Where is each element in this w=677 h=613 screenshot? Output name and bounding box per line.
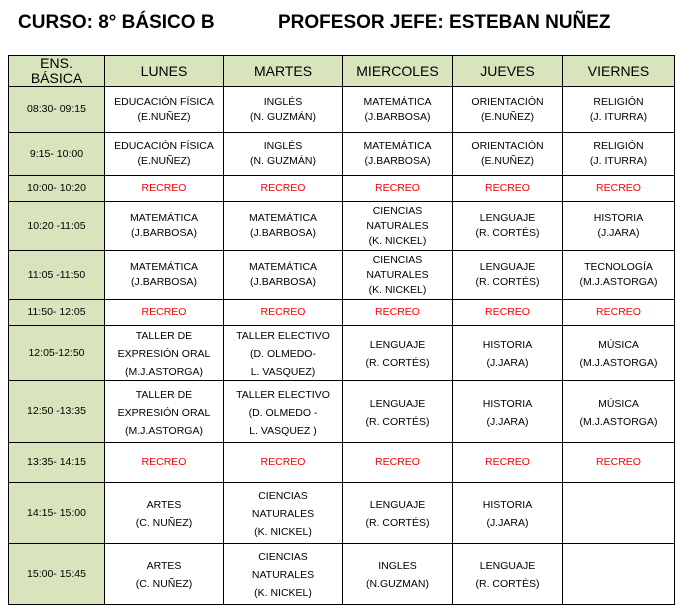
- class-cell: [105, 251, 224, 300]
- class-cell: [343, 544, 453, 605]
- subject-name: NATURALES: [366, 268, 429, 281]
- class-cell: [343, 251, 453, 300]
- teacher-name: (E.NUÑEZ): [480, 155, 535, 167]
- subject-name: INGLÉS: [263, 95, 303, 108]
- subject-name: (D. OLMEDO-: [250, 348, 316, 360]
- subject-name: TECNOLOGÍA: [584, 261, 653, 273]
- teacher-name: (N. GUZMÁN): [250, 155, 316, 167]
- teacher-name: (N.GUZMAN): [366, 578, 429, 590]
- subject-name: MÚSICA: [598, 339, 639, 351]
- recess-cell: RECREO: [563, 443, 675, 483]
- teacher-name: (K. NICKEL): [368, 234, 427, 247]
- teacher-name: (R. CORTÉS): [475, 227, 540, 239]
- teacher-name: L. VASQUEZ ): [249, 424, 317, 437]
- teacher-name: (R. CORTÉS): [365, 517, 430, 529]
- level-line-1: ENS.: [40, 55, 73, 71]
- subject-name: HISTORIA: [482, 499, 533, 511]
- subject-name: EXPRESIÓN ORAL: [117, 406, 211, 419]
- teacher-name: (M.J.ASTORGA): [125, 366, 203, 378]
- class-cell: [343, 381, 453, 443]
- table-row: [9, 87, 675, 133]
- subject-name: NATURALES: [251, 569, 315, 581]
- teacher-name: (M.J.ASTORGA): [579, 357, 658, 369]
- recess-row: [9, 443, 675, 483]
- recess-row: [9, 176, 675, 202]
- teacher-name: (R. CORTÉS): [365, 357, 430, 369]
- teacher-name: (R. CORTÉS): [365, 415, 430, 428]
- table-row: [9, 133, 675, 176]
- subject-name: EDUCACIÓN FÍSICA: [114, 95, 214, 108]
- recess-cell: RECREO: [453, 300, 563, 326]
- recess-cell: RECREO: [343, 443, 453, 483]
- subject-name: HISTORIA: [593, 212, 644, 224]
- subject-name: RELIGIÓN: [593, 140, 644, 152]
- teacher-name: (K. NICKEL): [368, 283, 427, 296]
- class-cell: [105, 381, 224, 443]
- class-cell: [563, 87, 675, 133]
- teacher-name: (J.BARBOSA): [364, 110, 431, 123]
- table-row: [9, 251, 675, 300]
- teacher-name: (M.J.ASTORGA): [579, 276, 658, 288]
- recess-cell: RECREO: [105, 443, 224, 483]
- subject-name: LENGUAJE: [479, 560, 536, 572]
- column-header-thursday: JUEVES: [453, 56, 563, 87]
- recess-cell: RECREO: [453, 176, 563, 202]
- teacher-name: (J. ITURRA): [589, 155, 648, 167]
- column-header-tuesday: MARTES: [224, 56, 343, 87]
- head-teacher: PROFESOR JEFE: ESTEBAN NUÑEZ: [278, 12, 611, 33]
- teacher-name: (E.NUÑEZ): [480, 110, 535, 123]
- subject-name: MÚSICA: [598, 397, 639, 410]
- time-slot: 9:15- 10:00: [9, 133, 105, 176]
- time-slot: 11:05 -11:50: [9, 251, 105, 300]
- schedule-body: [9, 87, 675, 605]
- class-cell: [563, 326, 675, 381]
- subject-name: MATEMÁTICA: [248, 261, 318, 273]
- class-cell: [453, 381, 563, 443]
- subject-name: TALLER ELECTIVO: [236, 388, 330, 401]
- teacher-name: (J.JARA): [486, 517, 529, 529]
- schedule-table: [8, 55, 675, 605]
- subject-name: EXPRESIÓN ORAL: [117, 348, 211, 360]
- teacher-name: (J.BARBOSA): [364, 155, 431, 167]
- class-cell: [563, 381, 675, 443]
- teacher-name: (J.BARBOSA): [131, 276, 197, 288]
- subject-name: LENGUAJE: [369, 499, 426, 511]
- class-cell: [563, 133, 675, 176]
- teacher-name: (J.BARBOSA): [250, 276, 316, 288]
- subject-name: MATEMÁTICA: [363, 140, 432, 152]
- class-cell: [105, 202, 224, 251]
- recess-cell: RECREO: [343, 300, 453, 326]
- subject-name: RELIGIÓN: [593, 95, 644, 108]
- document-header: [18, 12, 668, 38]
- teacher-name: (M.J.ASTORGA): [125, 424, 203, 437]
- teacher-name: (C. NUÑEZ): [135, 578, 193, 590]
- subject-name: LENGUAJE: [479, 261, 536, 273]
- class-cell: [105, 326, 224, 381]
- time-slot: 14:15- 15:00: [9, 483, 105, 544]
- subject-name: LENGUAJE: [369, 397, 426, 410]
- subject-name: LENGUAJE: [369, 339, 426, 351]
- subject-name: MATEMÁTICA: [363, 95, 432, 108]
- subject-name: CIENCIAS: [372, 204, 423, 217]
- recess-cell: RECREO: [224, 443, 343, 483]
- time-slot: 15:00- 15:45: [9, 544, 105, 605]
- class-cell: [105, 133, 224, 176]
- time-slot: 08:30- 09:15: [9, 87, 105, 133]
- class-cell: [563, 202, 675, 251]
- course-title: CURSO: 8° BÁSICO B: [18, 12, 215, 33]
- subject-name: HISTORIA: [482, 339, 533, 351]
- subject-name: LENGUAJE: [479, 212, 536, 224]
- time-slot: 10:20 -11:05: [9, 202, 105, 251]
- subject-name: ARTES: [146, 499, 182, 511]
- class-cell: [563, 544, 675, 605]
- subject-name: (D. OLMEDO -: [248, 406, 318, 419]
- teacher-name: (M.J.ASTORGA): [579, 415, 658, 428]
- class-cell: [224, 251, 343, 300]
- recess-cell: RECREO: [224, 300, 343, 326]
- table-row: [9, 326, 675, 381]
- subject-name: CIENCIAS: [258, 490, 308, 502]
- class-cell: [343, 202, 453, 251]
- subject-name: TALLER DE: [135, 388, 193, 401]
- recess-cell: RECREO: [563, 300, 675, 326]
- recess-cell: RECREO: [563, 176, 675, 202]
- class-cell: [224, 381, 343, 443]
- subject-name: CIENCIAS: [258, 551, 308, 563]
- class-cell: [105, 87, 224, 133]
- subject-name: EDUCACIÓN FÍSICA: [114, 140, 214, 152]
- class-cell: [563, 251, 675, 300]
- subject-name: CIENCIAS: [372, 253, 423, 266]
- class-cell: [224, 87, 343, 133]
- time-slot: 12:50 -13:35: [9, 381, 105, 443]
- class-cell: [453, 133, 563, 176]
- teacher-name: L. VASQUEZ): [250, 366, 316, 378]
- subject-name: HISTORIA: [482, 397, 533, 410]
- class-cell: [453, 251, 563, 300]
- recess-cell: RECREO: [105, 176, 224, 202]
- column-header-level: [9, 56, 105, 87]
- teacher-name: (R. CORTÉS): [475, 578, 540, 590]
- teacher-name: (K. NICKEL): [254, 526, 312, 538]
- subject-name: MATEMÁTICA: [129, 261, 199, 273]
- subject-name: INGLÉS: [263, 140, 303, 152]
- subject-name: ORIENTACIÓN: [471, 95, 544, 108]
- subject-name: ARTES: [146, 560, 182, 572]
- teacher-name: (E.NUÑEZ): [137, 110, 191, 123]
- class-cell: [453, 544, 563, 605]
- subject-name: TALLER ELECTIVO: [236, 330, 330, 342]
- teacher-name: (J.BARBOSA): [131, 227, 197, 239]
- class-cell: [224, 202, 343, 251]
- column-header-monday: LUNES: [105, 56, 224, 87]
- class-cell: [343, 87, 453, 133]
- time-slot: 10:00- 10:20: [9, 176, 105, 202]
- time-slot: 13:35- 14:15: [9, 443, 105, 483]
- class-cell: [563, 483, 675, 544]
- teacher-name: (J. ITURRA): [589, 110, 648, 123]
- subject-name: NATURALES: [251, 508, 315, 520]
- teacher-name: (J.JARA): [486, 357, 529, 369]
- teacher-name: (R. CORTÉS): [475, 276, 540, 288]
- table-row: [9, 544, 675, 605]
- table-row: [9, 381, 675, 443]
- subject-name: NATURALES: [366, 219, 429, 232]
- subject-name: MATEMÁTICA: [248, 212, 318, 224]
- class-cell: [343, 133, 453, 176]
- subject-name: ORIENTACIÓN: [471, 140, 544, 152]
- teacher-name: (E.NUÑEZ): [137, 155, 191, 167]
- teacher-name: (J.JARA): [486, 415, 529, 428]
- teacher-name: (N. GUZMÁN): [250, 110, 316, 123]
- table-row: [9, 202, 675, 251]
- column-header-wednesday: MIERCOLES: [343, 56, 453, 87]
- teacher-name: (J.JARA): [597, 227, 640, 239]
- time-slot: 12:05-12:50: [9, 326, 105, 381]
- teacher-name: (K. NICKEL): [254, 587, 312, 599]
- level-line-2: BÁSICA: [30, 70, 83, 86]
- class-cell: [105, 544, 224, 605]
- recess-row: [9, 300, 675, 326]
- recess-cell: RECREO: [453, 443, 563, 483]
- class-cell: [105, 483, 224, 544]
- column-header-friday: VIERNES: [563, 56, 675, 87]
- class-cell: [453, 483, 563, 544]
- class-cell: [453, 202, 563, 251]
- class-cell: [224, 544, 343, 605]
- teacher-name: (J.BARBOSA): [250, 227, 316, 239]
- class-cell: [343, 326, 453, 381]
- table-row: [9, 483, 675, 544]
- subject-name: MATEMÁTICA: [129, 212, 199, 224]
- recess-cell: RECREO: [105, 300, 224, 326]
- class-cell: [224, 133, 343, 176]
- class-cell: [224, 483, 343, 544]
- class-cell: [453, 326, 563, 381]
- class-cell: [224, 326, 343, 381]
- recess-cell: RECREO: [343, 176, 453, 202]
- subject-name: TALLER DE: [135, 330, 193, 342]
- recess-cell: RECREO: [224, 176, 343, 202]
- time-slot: 11:50- 12:05: [9, 300, 105, 326]
- teacher-name: (C. NUÑEZ): [135, 517, 193, 529]
- subject-name: INGLES: [378, 560, 417, 572]
- class-cell: [453, 87, 563, 133]
- class-cell: [343, 483, 453, 544]
- header-row: [9, 56, 675, 87]
